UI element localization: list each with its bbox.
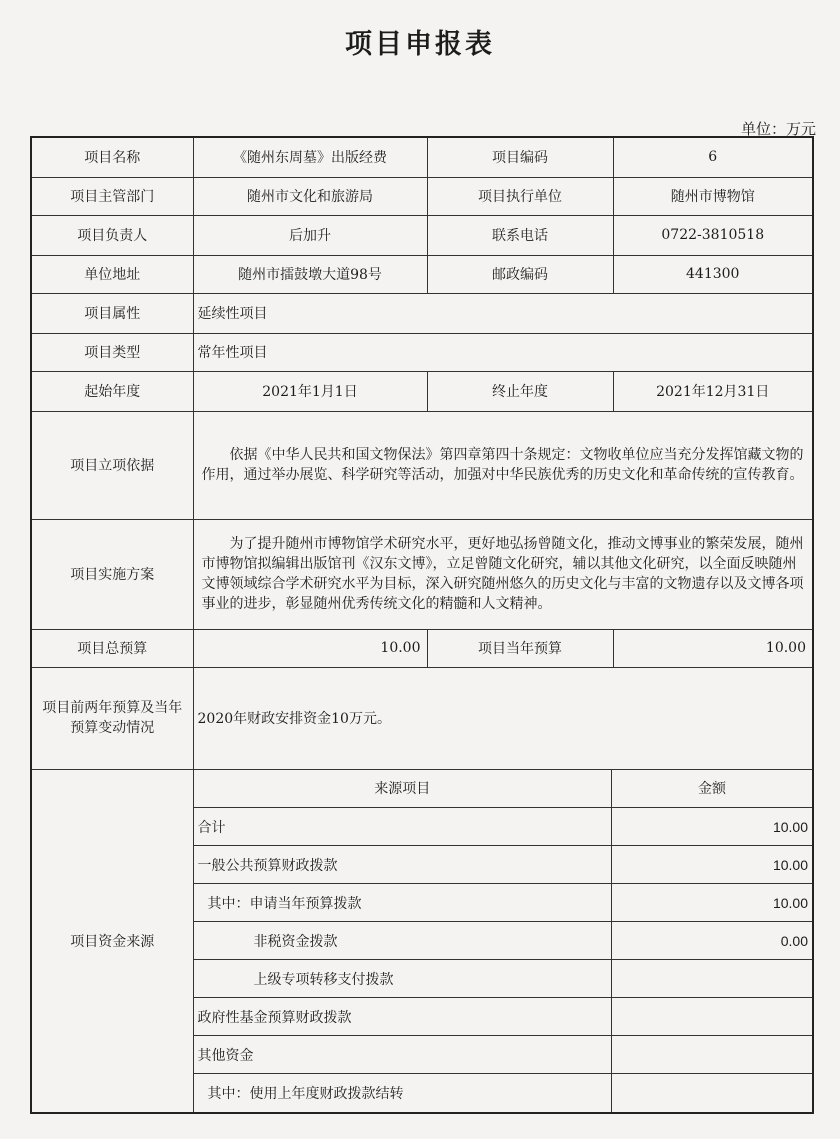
project-name-label: 项目名称	[31, 137, 193, 177]
address-label: 单位地址	[31, 255, 193, 293]
funding-row-amount	[612, 960, 813, 998]
type-value: 常年性项目	[193, 333, 813, 371]
row-basis	[31, 411, 813, 519]
funding-row	[194, 808, 813, 846]
funding-row-name: 合计	[194, 808, 612, 846]
year-budget-value: 10.00	[613, 629, 813, 667]
funding-sources-cell	[193, 769, 813, 1113]
funding-row-amount	[612, 1074, 813, 1112]
project-form-table	[30, 136, 814, 1114]
leader-label: 项目负责人	[31, 215, 193, 255]
total-budget-label: 项目总预算	[31, 629, 193, 667]
phone-label: 联系电话	[427, 215, 613, 255]
funding-row	[194, 960, 813, 998]
end-year-label: 终止年度	[427, 371, 613, 411]
attr-label: 项目属性	[31, 293, 193, 333]
funding-row-name: 一般公共预算财政拨款	[194, 846, 612, 884]
funding-row-amount: 0.00	[612, 922, 813, 960]
dept-label: 项目主管部门	[31, 177, 193, 215]
start-year-value: 2021年1月1日	[193, 371, 427, 411]
row-leader	[31, 215, 813, 255]
project-name-value: 《随州东周墓》出版经费	[193, 137, 427, 177]
project-code-label: 项目编码	[427, 137, 613, 177]
basis-label: 项目立项依据	[31, 411, 193, 519]
row-budget	[31, 629, 813, 667]
attr-value: 延续性项目	[193, 293, 813, 333]
basis-value: 依据《中华人民共和国文物保法》第四章第四十条规定：文物收单位应当充分发挥馆藏文物的作用，通过举办展览、科学研究等活动，加强对中华民族优秀的历史文化和革命传统的宣传教育。	[193, 411, 813, 519]
exec-unit-label: 项目执行单位	[427, 177, 613, 215]
funding-sources-table	[194, 770, 813, 1112]
year-budget-label: 项目当年预算	[427, 629, 613, 667]
funding-row-name: 其中：申请当年预算拨款	[194, 884, 612, 922]
budget-change-label: 项目前两年预算及当年预算变动情况	[31, 667, 193, 769]
page-title: 项目申报表	[345, 29, 495, 60]
funding-header-amount: 金额	[612, 770, 813, 808]
type-label: 项目类型	[31, 333, 193, 371]
row-funding	[31, 769, 813, 1113]
funding-row-amount	[612, 998, 813, 1036]
funding-row	[194, 846, 813, 884]
funding-row-amount	[612, 1036, 813, 1074]
funding-row-name: 政府性基金预算财政拨款	[194, 998, 612, 1036]
unit-label: 单位：万元	[740, 120, 816, 138]
row-attribute	[31, 293, 813, 333]
row-project-name	[31, 137, 813, 177]
project-code-value: 6	[613, 137, 813, 177]
funding-row	[194, 884, 813, 922]
row-address	[31, 255, 813, 293]
funding-row	[194, 922, 813, 960]
funding-row	[194, 1074, 813, 1112]
address-value: 随州市擂鼓墩大道98号	[193, 255, 427, 293]
end-year-value: 2021年12月31日	[613, 371, 813, 411]
start-year-label: 起始年度	[31, 371, 193, 411]
row-type	[31, 333, 813, 371]
funding-label: 项目资金来源	[31, 769, 193, 1113]
dept-value: 随州市文化和旅游局	[193, 177, 427, 215]
leader-value: 后加升	[193, 215, 427, 255]
funding-row-name: 上级专项转移支付拨款	[194, 960, 612, 998]
funding-row	[194, 1036, 813, 1074]
postcode-value: 441300	[613, 255, 813, 293]
row-dates	[31, 371, 813, 411]
total-budget-value: 10.00	[193, 629, 427, 667]
funding-row-name: 非税资金拨款	[194, 922, 612, 960]
funding-header-row	[194, 770, 813, 808]
funding-row	[194, 998, 813, 1036]
funding-row-amount: 10.00	[612, 846, 813, 884]
postcode-label: 邮政编码	[427, 255, 613, 293]
funding-header-source: 来源项目	[194, 770, 612, 808]
funding-row-amount: 10.00	[612, 808, 813, 846]
funding-row-amount: 10.00	[612, 884, 813, 922]
funding-row-name: 其他资金	[194, 1036, 612, 1074]
row-department	[31, 177, 813, 215]
phone-value: 0722-3810518	[613, 215, 813, 255]
row-budget-change	[31, 667, 813, 769]
row-plan	[31, 519, 813, 629]
plan-label: 项目实施方案	[31, 519, 193, 629]
exec-unit-value: 随州市博物馆	[613, 177, 813, 215]
funding-row-name: 其中：使用上年度财政拨款结转	[194, 1074, 612, 1112]
plan-value: 为了提升随州市博物馆学术研究水平，更好地弘扬曾随文化，推动文博事业的繁荣发展，随州市博物馆拟编辑出版馆刊《汉东文博》，立足曾随文化研究，辅以其他文化研究，以全面反映随州文博领域综合学术研究水平为目标，深入研究随州悠久的历史文化与丰富的文物遗存以及文博各项事业的进步，彰显随州优秀传统文化的精髓和人文精神。	[193, 519, 813, 629]
budget-change-value: 2020年财政安排资金10万元。	[193, 667, 813, 769]
